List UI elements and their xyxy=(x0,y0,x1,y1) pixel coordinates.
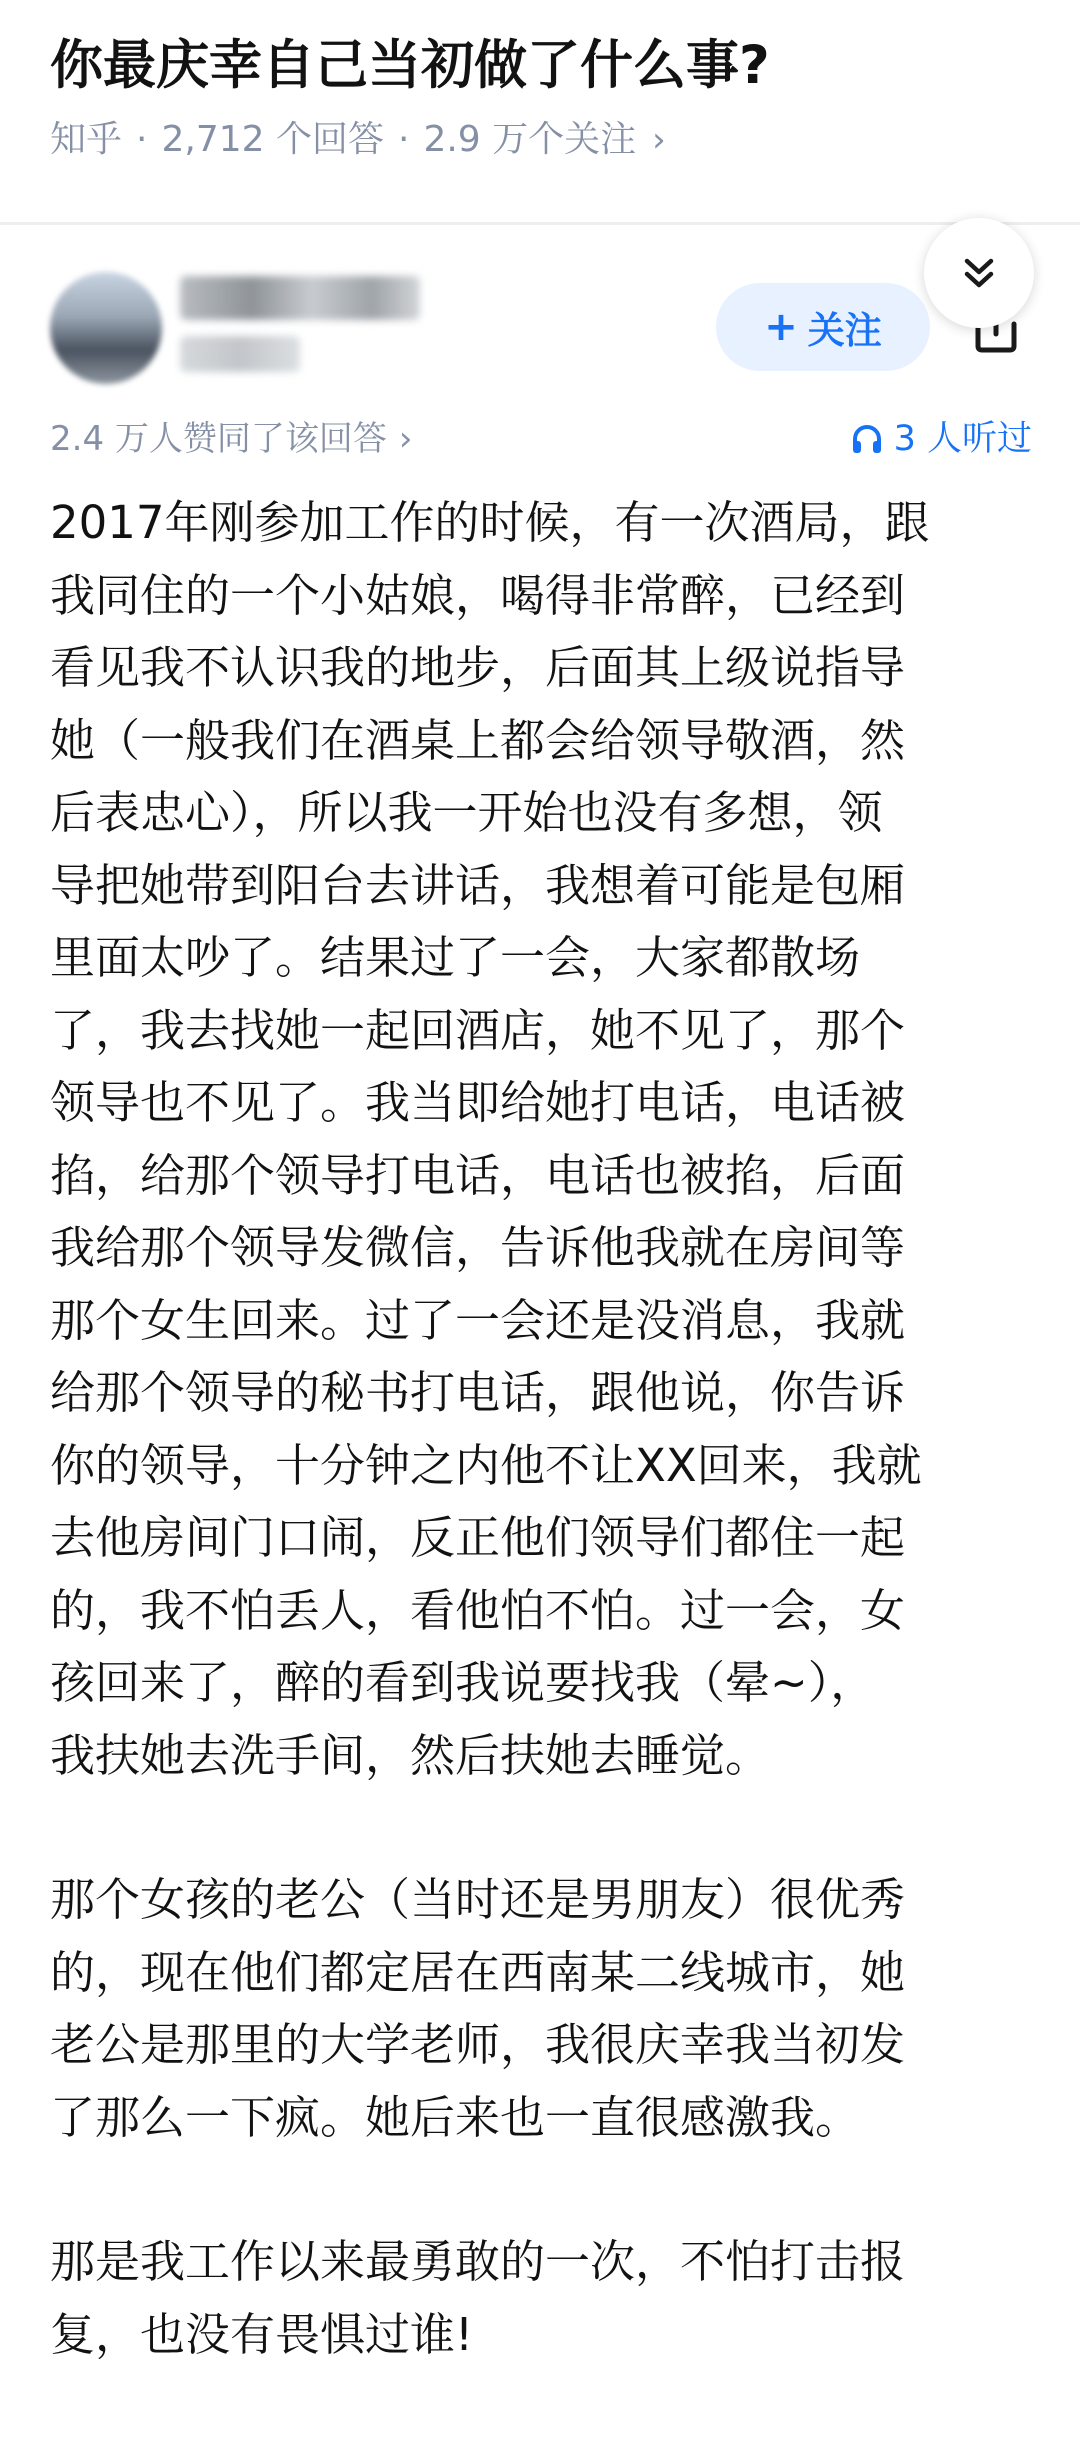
answer-line: 的，现在他们都定居在西南某二线城市，她 xyxy=(50,1945,906,1999)
answer-line: 导把她带到阳台去讲话，我想着可能是包厢 xyxy=(50,858,906,912)
meta-separator: · xyxy=(397,119,410,160)
answer-line: 后表忠心），所以我一开始也没有多想，领 xyxy=(50,786,883,839)
follower-count: 2.9 万个关注 xyxy=(423,119,637,160)
listen-count[interactable] xyxy=(850,416,1032,462)
answer-line: 的，我不怕丢人，看他怕不怕。过一会，女 xyxy=(50,1583,906,1637)
plus-icon: + xyxy=(764,304,798,350)
author-name-blurred[interactable] xyxy=(180,276,420,320)
answer-line: 她（一般我们在酒桌上都会给领导敬酒，然 xyxy=(50,713,906,767)
answer-line: 了，我去找她一起回酒店，她不见了，那个 xyxy=(50,1003,906,1057)
answer-line: 那个女生回来。过了一会还是没消息，我就 xyxy=(50,1293,906,1347)
headphones-icon xyxy=(850,422,884,456)
avatar[interactable] xyxy=(50,272,162,384)
answer-line: 看见我不认识我的地步，后面其上级说指导 xyxy=(50,641,906,694)
chevron-double-down-icon xyxy=(959,253,999,293)
answer-line: 那是我工作以来最勇敢的一次，不怕打击报 xyxy=(50,2235,906,2288)
answer-line: 老公是那里的大学老师，我很庆幸我当初发 xyxy=(50,2018,906,2071)
answer-line: 领导也不见了。我当即给她打电话，电话被 xyxy=(50,1076,906,1129)
answer-line: 那个女孩的老公（当时还是男朋友）很优秀 xyxy=(50,1873,906,1926)
author-subtitle-blurred xyxy=(180,336,300,372)
answer-line: 去他房间门口闹，反正他们领导们都住一起 xyxy=(50,1511,906,1564)
answer-line: 里面太吵了。结果过了一会，大家都散场 xyxy=(50,931,861,984)
agree-count[interactable] xyxy=(50,416,413,462)
answer-line: 我同住的一个小姑娘，喝得非常醉，已经到 xyxy=(50,568,906,622)
source-label: 知乎 xyxy=(50,119,123,160)
answer-line: 掐，给那个领导打电话，电话也被掐，后面 xyxy=(50,1148,906,1202)
answer-line: 我扶她去洗手间，然后扶她去睡觉。 xyxy=(50,1728,771,1782)
answer-line: 你的领导，十分钟之内他不让XX回来，我就 xyxy=(50,1438,922,1492)
collapse-button[interactable] xyxy=(924,218,1034,328)
question-title[interactable]: 你最庆幸自己当初做了什么事? xyxy=(50,35,770,96)
answer-line: 给那个领导的秘书打电话，跟他说，你告诉 xyxy=(50,1366,906,1419)
follow-label: 关注 xyxy=(807,309,882,352)
answer-body xyxy=(50,487,1030,2371)
header-divider xyxy=(0,222,1080,225)
answer-line: 孩回来了，醉的看到我说要找我（晕~）， xyxy=(50,1656,876,1709)
answer-line: 我给那个领导发微信，告诉他我就在房间等 xyxy=(50,1221,906,1274)
answer-line: 了那么一下疯。她后来也一直很感激我。 xyxy=(50,2090,861,2144)
chevron-right-icon: › xyxy=(652,120,666,160)
listen-text: 3 人听过 xyxy=(893,419,1032,459)
question-meta[interactable] xyxy=(50,116,666,164)
answer-paragraph xyxy=(50,1864,1030,2154)
meta-separator: · xyxy=(136,119,148,160)
agree-text: 2.4 万人赞同了该回答 xyxy=(50,419,387,459)
question-header[interactable] xyxy=(0,0,1080,222)
answer-line: 2017年刚参加工作的时候，有一次酒局，跟 xyxy=(50,496,930,549)
answer-paragraph xyxy=(50,2226,1030,2371)
answer-paragraph xyxy=(50,487,1030,1792)
follow-button[interactable] xyxy=(716,283,930,371)
answer-line: 复，也没有畏惧过谁! xyxy=(50,2307,474,2361)
chevron-right-icon: › xyxy=(398,419,413,459)
answer-count: 2,712 个回答 xyxy=(161,119,384,160)
